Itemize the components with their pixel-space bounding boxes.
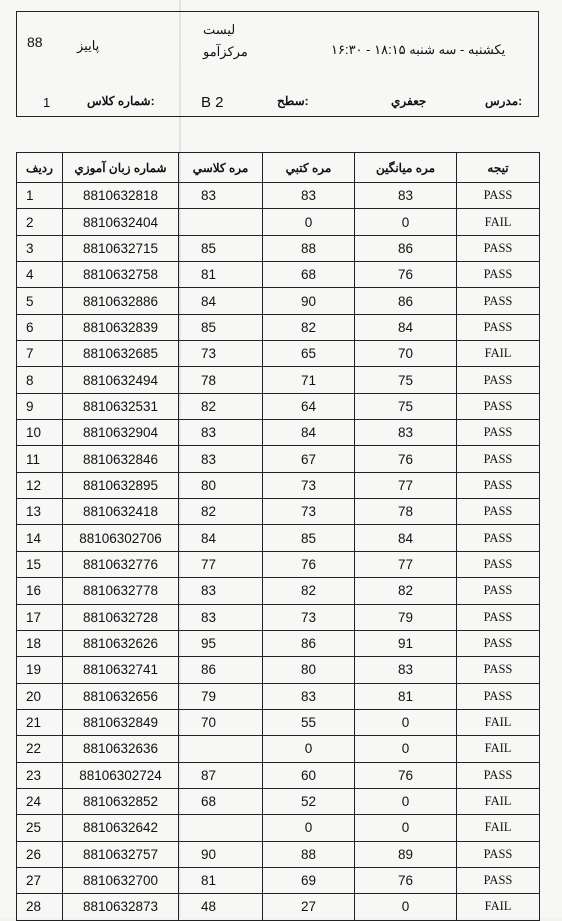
result-cell: PASS: [457, 762, 540, 788]
student-id-cell: 8810632757: [63, 841, 179, 867]
written-score-cell: 80: [263, 657, 355, 683]
average-score-cell: 83: [355, 657, 457, 683]
student-id-cell: 8810632846: [63, 446, 179, 472]
written-score-cell: 82: [263, 314, 355, 340]
grades-table: [16, 152, 540, 921]
student-id-cell: 8810632778: [63, 578, 179, 604]
table-row: [17, 841, 540, 867]
average-score-cell: 76: [355, 867, 457, 893]
table-row: [17, 657, 540, 683]
class-schedule: یکشنبه - سه شنبه ۱۸:۱۵ - ۱۶:۳۰: [331, 42, 506, 57]
table-row: [17, 709, 540, 735]
average-score-cell: 75: [355, 367, 457, 393]
class-score-cell: 83: [179, 604, 263, 630]
col-header-written-score: مره كتبي: [263, 153, 355, 183]
written-score-cell: 73: [263, 472, 355, 498]
written-score-cell: 55: [263, 709, 355, 735]
row-number-cell: 9: [17, 393, 63, 419]
student-id-cell: 8810632404: [63, 209, 179, 235]
table-row: [17, 209, 540, 235]
table-row: [17, 604, 540, 630]
written-score-cell: 84: [263, 420, 355, 446]
table-row: [17, 894, 540, 920]
header-box: [16, 11, 539, 117]
class-score-cell: 80: [179, 472, 263, 498]
class-score-cell: 82: [179, 499, 263, 525]
student-id-cell: 88106302724: [63, 762, 179, 788]
class-score-cell: 83: [179, 183, 263, 209]
student-id-cell: 8810632818: [63, 183, 179, 209]
average-score-cell: 78: [355, 499, 457, 525]
row-number-cell: 21: [17, 709, 63, 735]
row-number-cell: 27: [17, 867, 63, 893]
result-cell: PASS: [457, 367, 540, 393]
class-score-cell: [179, 815, 263, 841]
row-number-cell: 22: [17, 736, 63, 762]
class-score-cell: 70: [179, 709, 263, 735]
result-cell: PASS: [457, 551, 540, 577]
row-number-cell: 23: [17, 762, 63, 788]
result-cell: PASS: [457, 472, 540, 498]
result-cell: PASS: [457, 630, 540, 656]
class-score-cell: 73: [179, 341, 263, 367]
class-score-cell: 83: [179, 578, 263, 604]
written-score-cell: 83: [263, 183, 355, 209]
table-row: [17, 314, 540, 340]
average-score-cell: 77: [355, 472, 457, 498]
table-row: [17, 341, 540, 367]
written-score-cell: 65: [263, 341, 355, 367]
student-id-cell: 8810632758: [63, 262, 179, 288]
written-score-cell: 76: [263, 551, 355, 577]
result-cell: PASS: [457, 499, 540, 525]
result-cell: PASS: [457, 604, 540, 630]
row-number-cell: 1: [17, 183, 63, 209]
row-number-cell: 14: [17, 525, 63, 551]
written-score-cell: 60: [263, 762, 355, 788]
list-label: لیست: [203, 22, 236, 37]
row-number-cell: 19: [17, 657, 63, 683]
class-score-cell: 90: [179, 841, 263, 867]
written-score-cell: 73: [263, 499, 355, 525]
written-score-cell: 73: [263, 604, 355, 630]
result-cell: PASS: [457, 235, 540, 261]
average-score-cell: 84: [355, 314, 457, 340]
class-score-cell: 81: [179, 867, 263, 893]
row-number-cell: 11: [17, 446, 63, 472]
result-cell: PASS: [457, 183, 540, 209]
average-score-cell: 0: [355, 736, 457, 762]
written-score-cell: 86: [263, 630, 355, 656]
row-number-cell: 8: [17, 367, 63, 393]
result-cell: PASS: [457, 288, 540, 314]
level-label: سطح:: [277, 94, 309, 108]
average-score-cell: 0: [355, 709, 457, 735]
student-id-cell: 8810632852: [63, 788, 179, 814]
class-score-cell: 79: [179, 683, 263, 709]
row-number-cell: 13: [17, 499, 63, 525]
season-label: پاییز: [77, 38, 100, 53]
table-row: [17, 762, 540, 788]
average-score-cell: 83: [355, 183, 457, 209]
written-score-cell: 27: [263, 894, 355, 920]
class-number-label: شماره کلاس:: [87, 94, 155, 108]
row-number-cell: 3: [17, 235, 63, 261]
written-score-cell: 83: [263, 683, 355, 709]
student-id-cell: 8810632873: [63, 894, 179, 920]
table-row: [17, 815, 540, 841]
term-number: 88: [27, 34, 43, 50]
student-id-cell: 8810632741: [63, 657, 179, 683]
row-number-cell: 24: [17, 788, 63, 814]
student-id-cell: 8810632418: [63, 499, 179, 525]
class-number-value: 1: [43, 95, 51, 110]
student-id-cell: 8810632700: [63, 867, 179, 893]
col-header-class-score: مره كلاسي: [179, 153, 263, 183]
row-number-cell: 5: [17, 288, 63, 314]
average-score-cell: 83: [355, 420, 457, 446]
written-score-cell: 0: [263, 736, 355, 762]
average-score-cell: 76: [355, 762, 457, 788]
result-cell: FAIL: [457, 209, 540, 235]
row-number-cell: 2: [17, 209, 63, 235]
table-row: [17, 393, 540, 419]
student-id-cell: 8810632642: [63, 815, 179, 841]
class-score-cell: 68: [179, 788, 263, 814]
result-cell: FAIL: [457, 736, 540, 762]
average-score-cell: 0: [355, 788, 457, 814]
table-row: [17, 551, 540, 577]
written-score-cell: 68: [263, 262, 355, 288]
written-score-cell: 64: [263, 393, 355, 419]
table-row: [17, 525, 540, 551]
student-id-cell: 8810632839: [63, 314, 179, 340]
table-row: [17, 788, 540, 814]
table-row: [17, 367, 540, 393]
result-cell: PASS: [457, 420, 540, 446]
class-score-cell: 83: [179, 420, 263, 446]
student-id-cell: 8810632886: [63, 288, 179, 314]
result-cell: PASS: [457, 841, 540, 867]
average-score-cell: 86: [355, 288, 457, 314]
row-number-cell: 15: [17, 551, 63, 577]
col-header-row-number: رديف: [17, 153, 63, 183]
table-row: [17, 683, 540, 709]
row-number-cell: 28: [17, 894, 63, 920]
written-score-cell: 82: [263, 578, 355, 604]
result-cell: PASS: [457, 262, 540, 288]
table-row: [17, 420, 540, 446]
written-score-cell: 67: [263, 446, 355, 472]
class-score-cell: 78: [179, 367, 263, 393]
col-header-student-id: شماره زبان آموزي: [63, 153, 179, 183]
student-id-cell: 8810632685: [63, 341, 179, 367]
written-score-cell: 71: [263, 367, 355, 393]
table-row: [17, 867, 540, 893]
row-number-cell: 17: [17, 604, 63, 630]
result-cell: PASS: [457, 525, 540, 551]
col-header-result: تيجه: [457, 153, 540, 183]
row-number-cell: 20: [17, 683, 63, 709]
row-number-cell: 16: [17, 578, 63, 604]
row-number-cell: 10: [17, 420, 63, 446]
table-row: [17, 288, 540, 314]
result-cell: FAIL: [457, 788, 540, 814]
average-score-cell: 82: [355, 578, 457, 604]
average-score-cell: 0: [355, 815, 457, 841]
result-cell: FAIL: [457, 709, 540, 735]
average-score-cell: 91: [355, 630, 457, 656]
table-row: [17, 446, 540, 472]
row-number-cell: 18: [17, 630, 63, 656]
table-header-row: [17, 153, 540, 183]
student-id-cell: 8810632904: [63, 420, 179, 446]
written-score-cell: 85: [263, 525, 355, 551]
table-row: [17, 499, 540, 525]
average-score-cell: 81: [355, 683, 457, 709]
written-score-cell: 90: [263, 288, 355, 314]
student-id-cell: 8810632895: [63, 472, 179, 498]
student-id-cell: 8810632776: [63, 551, 179, 577]
student-id-cell: 8810632728: [63, 604, 179, 630]
written-score-cell: 52: [263, 788, 355, 814]
row-number-cell: 12: [17, 472, 63, 498]
row-number-cell: 6: [17, 314, 63, 340]
row-number-cell: 4: [17, 262, 63, 288]
level-value: B 2: [201, 94, 224, 111]
average-score-cell: 89: [355, 841, 457, 867]
result-cell: PASS: [457, 867, 540, 893]
student-id-cell: 8810632636: [63, 736, 179, 762]
student-id-cell: 8810632715: [63, 235, 179, 261]
class-score-cell: 86: [179, 657, 263, 683]
average-score-cell: 75: [355, 393, 457, 419]
row-number-cell: 25: [17, 815, 63, 841]
result-cell: PASS: [457, 393, 540, 419]
table-row: [17, 235, 540, 261]
student-id-cell: 8810632849: [63, 709, 179, 735]
row-number-cell: 7: [17, 341, 63, 367]
average-score-cell: 84: [355, 525, 457, 551]
average-score-cell: 76: [355, 262, 457, 288]
class-score-cell: 87: [179, 762, 263, 788]
result-cell: PASS: [457, 446, 540, 472]
class-score-cell: 83: [179, 446, 263, 472]
class-score-cell: 48: [179, 894, 263, 920]
class-score-cell: 81: [179, 262, 263, 288]
teacher-label: مدرس:: [485, 94, 523, 108]
written-score-cell: 69: [263, 867, 355, 893]
average-score-cell: 86: [355, 235, 457, 261]
written-score-cell: 88: [263, 235, 355, 261]
average-score-cell: 70: [355, 341, 457, 367]
table-row: [17, 578, 540, 604]
average-score-cell: 0: [355, 209, 457, 235]
average-score-cell: 77: [355, 551, 457, 577]
student-id-cell: 8810632531: [63, 393, 179, 419]
student-id-cell: 8810632626: [63, 630, 179, 656]
class-score-cell: [179, 736, 263, 762]
written-score-cell: 0: [263, 815, 355, 841]
row-number-cell: 26: [17, 841, 63, 867]
table-row: [17, 736, 540, 762]
written-score-cell: 0: [263, 209, 355, 235]
result-cell: FAIL: [457, 815, 540, 841]
student-id-cell: 88106302706: [63, 525, 179, 551]
class-score-cell: 85: [179, 235, 263, 261]
class-score-cell: 95: [179, 630, 263, 656]
result-cell: FAIL: [457, 341, 540, 367]
class-score-cell: [179, 209, 263, 235]
class-score-cell: 82: [179, 393, 263, 419]
student-id-cell: 8810632656: [63, 683, 179, 709]
table-row: [17, 183, 540, 209]
class-score-cell: 77: [179, 551, 263, 577]
average-score-cell: 79: [355, 604, 457, 630]
table-row: [17, 262, 540, 288]
result-cell: PASS: [457, 578, 540, 604]
result-cell: FAIL: [457, 894, 540, 920]
class-score-cell: 85: [179, 314, 263, 340]
table-row: [17, 630, 540, 656]
col-header-average-score: مره ميانگين: [355, 153, 457, 183]
center-label: مرکزآمو: [203, 44, 248, 59]
class-score-cell: 84: [179, 288, 263, 314]
student-id-cell: 8810632494: [63, 367, 179, 393]
result-cell: PASS: [457, 314, 540, 340]
teacher-name: جعفري: [391, 94, 427, 108]
average-score-cell: 0: [355, 894, 457, 920]
result-cell: PASS: [457, 657, 540, 683]
result-cell: PASS: [457, 683, 540, 709]
class-score-cell: 84: [179, 525, 263, 551]
average-score-cell: 76: [355, 446, 457, 472]
table-row: [17, 472, 540, 498]
written-score-cell: 88: [263, 841, 355, 867]
